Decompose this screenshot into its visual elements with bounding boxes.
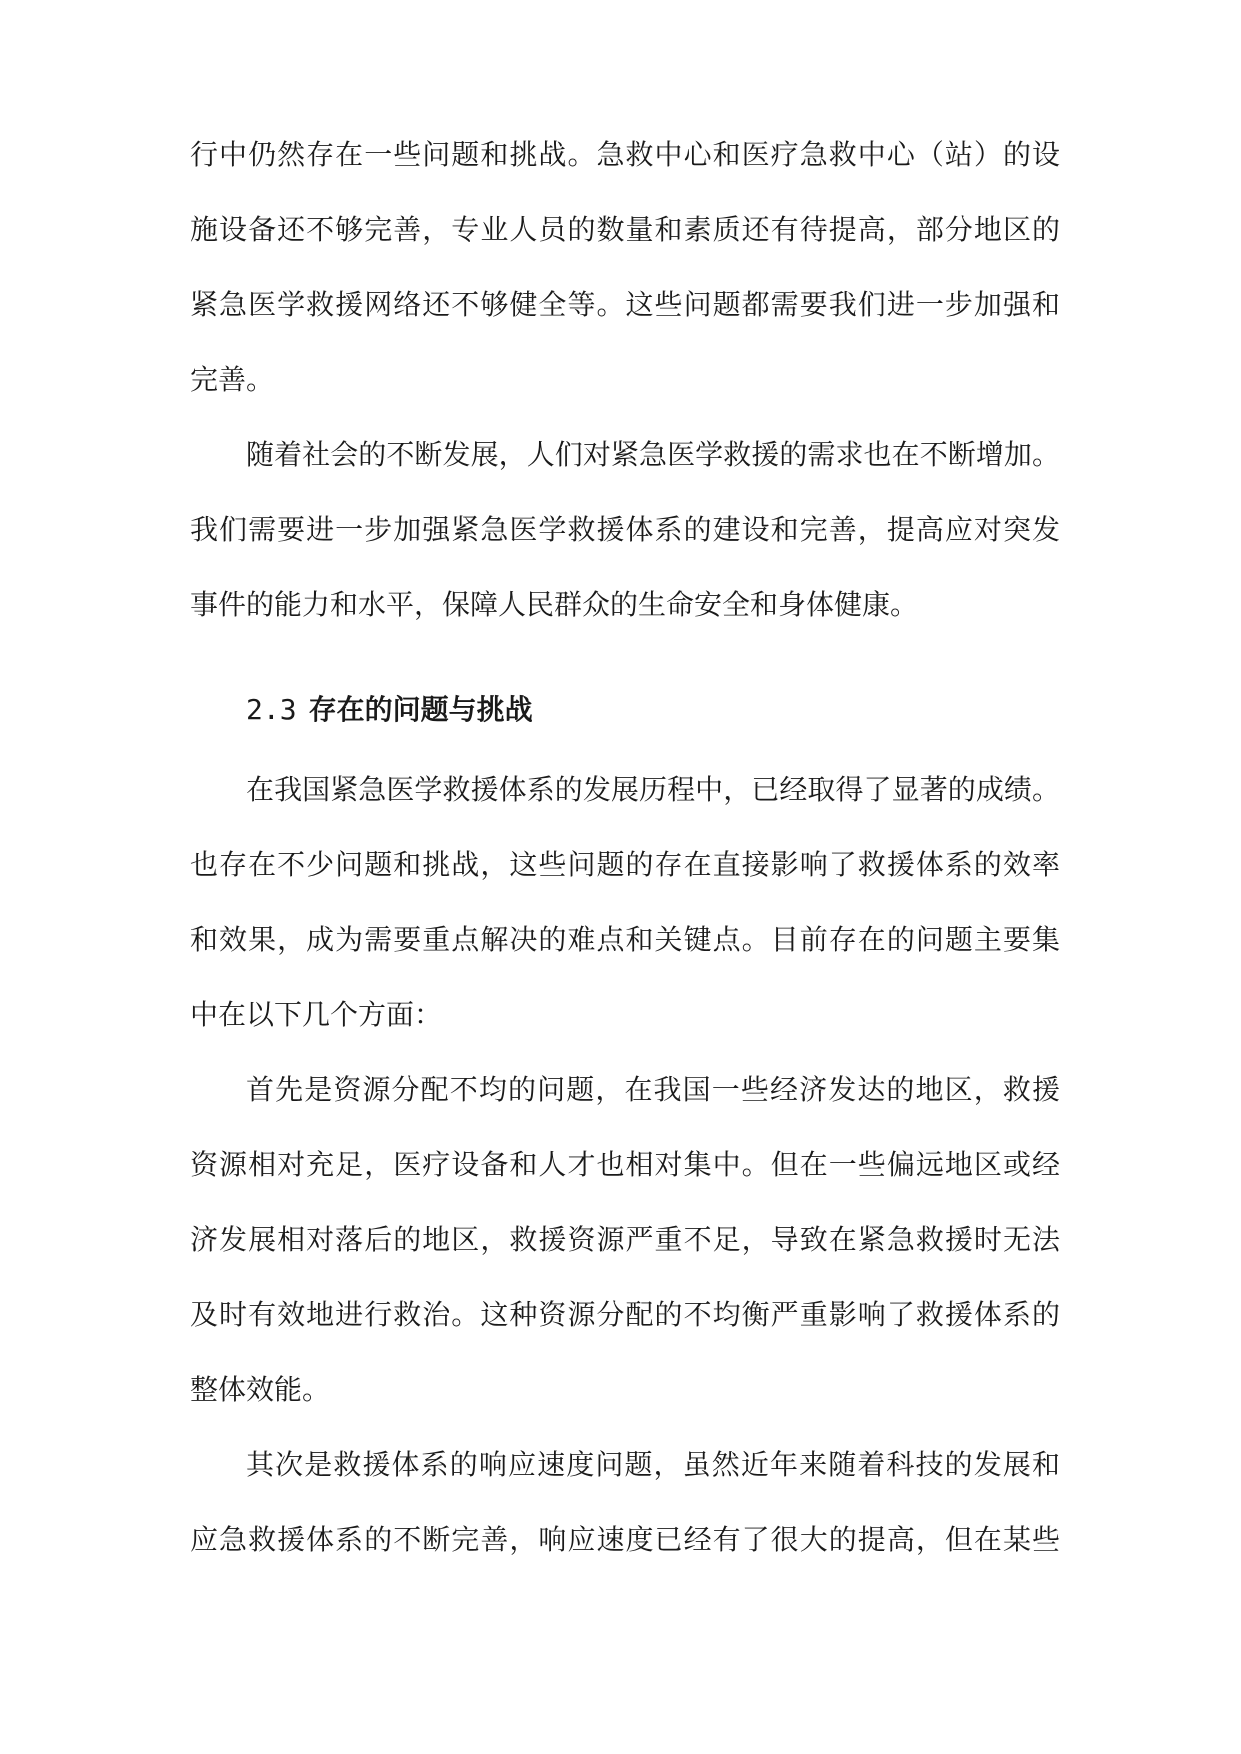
text-line: 资源相对充足，医疗设备和人才也相对集中。但在一些偏远地区或经 (190, 1148, 1060, 1181)
text-line: 及时有效地进行救治。这种资源分配的不均衡严重影响了救援体系的 (190, 1298, 1060, 1331)
text-line: 应急救援体系的不断完善，响应速度已经有了很大的提高，但在某些 (190, 1523, 1060, 1556)
text-line: 也存在不少问题和挑战，这些问题的存在直接影响了救援体系的效率 (190, 848, 1060, 881)
text-line: 首先是资源分配不均的问题，在我国一些经济发达的地区，救援 (246, 1073, 1060, 1106)
text-line: 随着社会的不断发展，人们对紧急医学救援的需求也在不断增加。 (246, 438, 1060, 471)
text-line: 整体效能。 (190, 1373, 331, 1406)
section-heading (246, 690, 533, 730)
text-line: 其次是救援体系的响应速度问题，虽然近年来随着科技的发展和 (246, 1448, 1060, 1481)
section-title: 存在的问题与挑战 (308, 693, 533, 726)
section-number: 2.3 (246, 693, 297, 726)
text-line: 施设备还不够完善，专业人员的数量和素质还有待提高，部分地区的 (190, 213, 1060, 246)
text-line: 在我国紧急医学救援体系的发展历程中，已经取得了显著的成绩。 (246, 773, 1060, 806)
text-line: 紧急医学救援网络还不够健全等。这些问题都需要我们进一步加强和 (190, 288, 1060, 321)
text-line: 行中仍然存在一些问题和挑战。急救中心和医疗急救中心（站）的设 (190, 138, 1060, 171)
text-line: 我们需要进一步加强紧急医学救援体系的建设和完善，提高应对突发 (190, 513, 1060, 546)
text-line: 和效果，成为需要重点解决的难点和关键点。目前存在的问题主要集 (190, 923, 1060, 956)
text-line: 中在以下几个方面： (190, 998, 443, 1031)
text-line: 事件的能力和水平，保障人民群众的生命安全和身体健康。 (190, 588, 919, 621)
text-line: 完善。 (190, 363, 275, 396)
text-line: 济发展相对落后的地区，救援资源严重不足，导致在紧急救援时无法 (190, 1223, 1060, 1256)
